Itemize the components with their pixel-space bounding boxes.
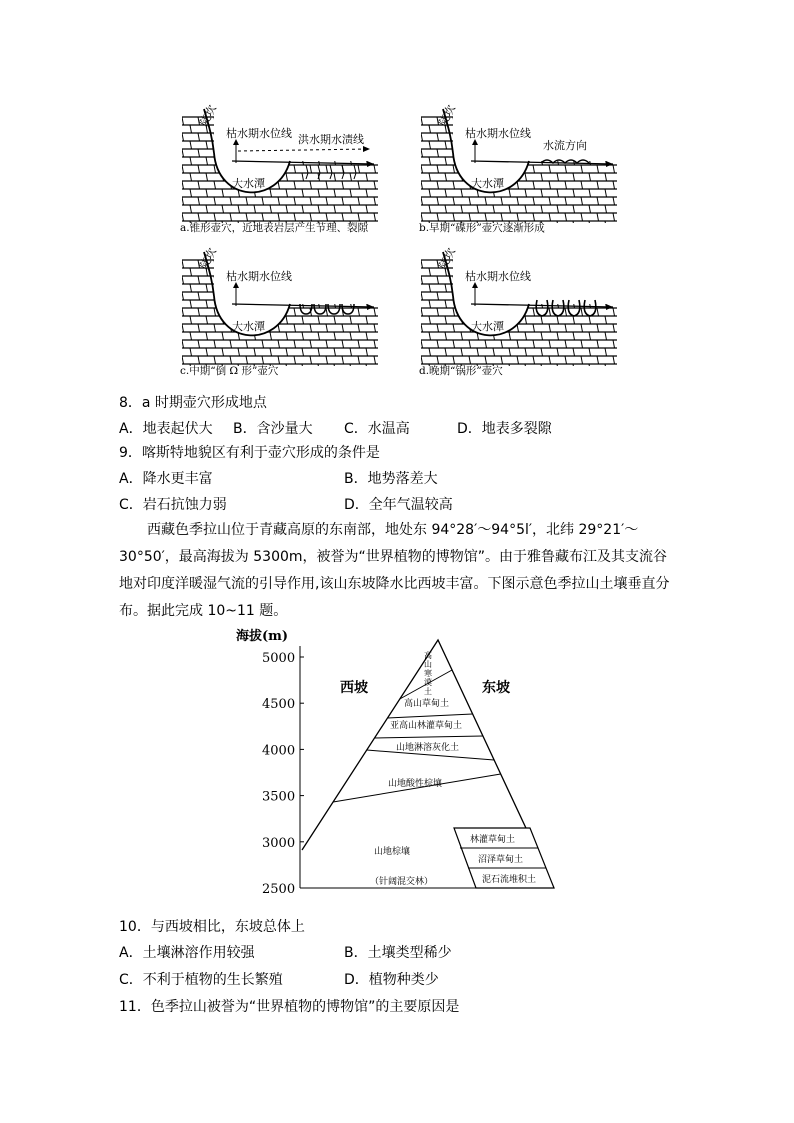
- panel-caption: c.中期“倒 Ω 形”壶穴: [180, 365, 279, 377]
- pothole-diagram-a: [178, 102, 398, 234]
- low-water-line-label: 枯水期水位线: [465, 270, 531, 283]
- pothole-diagram-b: [417, 102, 637, 234]
- q8-option-d: D．地表多裂隙: [457, 421, 552, 437]
- zone-label-subalpine-meadow: 亚高山林灌草甸土: [390, 721, 463, 731]
- omega-hole-mark: [342, 304, 354, 314]
- zone-label-alpine-desert-char: 寒: [424, 669, 432, 678]
- q10-option-c: C．不利于植物的生长繁殖: [119, 972, 283, 988]
- y-tick-label: 5000: [262, 651, 296, 666]
- west-slope-label: 西坡: [340, 680, 368, 696]
- zone-note-mixed-forest: （针阔混交林）: [370, 877, 434, 887]
- pothole-panel-b: [417, 102, 637, 234]
- zone-label-mountain-brown: 山地棕壤: [374, 847, 411, 857]
- pool-label: 大水潭: [471, 177, 504, 190]
- steep-bank-label: 陡坎: [436, 245, 458, 272]
- y-tick-label: 3500: [262, 789, 296, 805]
- water-arrow-icon: [367, 161, 374, 167]
- zone-label-acid-brown: 山地酸性棕壤: [388, 779, 443, 789]
- fissure-mark: [306, 165, 308, 179]
- q10-option-d: D．植物种类少: [344, 972, 439, 988]
- question-10-stem: 10．与西坡相比，东坡总体上: [119, 919, 305, 935]
- low-water-line-label: 枯水期水位线: [226, 270, 292, 283]
- steep-bank-label: 陡坎: [197, 245, 219, 272]
- pothole-diagram-c: [178, 245, 398, 377]
- y-axis-title: 海拔(m): [236, 629, 289, 644]
- q8-option-a: A．地表起伏大: [119, 421, 213, 437]
- pothole-panel-c: [178, 245, 398, 377]
- q10-option-b: B．土壤类型稀少: [344, 945, 452, 961]
- east-zone-label-forest-meadow: 林灌草甸土: [470, 835, 516, 845]
- steep-bank-label: 陡坎: [197, 102, 219, 129]
- low-water-line-label: 枯水期水位线: [465, 127, 531, 140]
- zone-label-alpine-desert-char: 山: [424, 660, 432, 669]
- q9-option-a: A．降水更丰富: [119, 471, 213, 487]
- east-zone-label-debris-flow: 泥石流堆积土: [482, 875, 537, 885]
- panel-caption: a.锥形壶穴，近地表岩层产生节理、裂隙: [180, 222, 369, 234]
- y-tick-label: 2500: [262, 882, 296, 897]
- q8-option-c: C．水温高: [344, 421, 410, 437]
- soil-distribution-diagram: [232, 626, 562, 898]
- zone-label-alpine-desert-char: 高: [424, 651, 432, 660]
- water-arrow-icon: [367, 304, 374, 310]
- pool-label: 大水潭: [232, 177, 265, 190]
- east-zone-label-swamp-meadow: 沼泽草甸土: [478, 855, 524, 865]
- zone-boundary: [387, 714, 472, 718]
- flood-arrow-icon: [363, 146, 370, 152]
- question-9-stem: 9．喀斯特地貌区有利于壶穴形成的条件是: [119, 445, 380, 461]
- q9-option-d: D．全年气温较高: [344, 497, 453, 513]
- q9-option-c: C．岩石抗蚀力弱: [119, 497, 227, 513]
- context-paragraph-text: 西藏色季拉山位于青藏高原的东南部，地处东 94°28′～94°5l′，北纬 29°21′～30°50′，最高海拔为 5300m，被誉为“世界植物的博物馆”。由于雅鲁藏布江及其支流谷地对印度洋暖湿气流的引导作用,该山东坡降水比西坡丰富。下图示意色季拉山土壤垂直分布。据此完成 10~11 题。: [119, 522, 670, 619]
- y-tick-label: 3000: [262, 835, 296, 851]
- question-11-stem: 11．色季拉山被誉为“世界植物的博物馆”的主要原因是: [119, 999, 460, 1015]
- panel-caption: b.早期“碟形”壶穴逐渐形成: [419, 222, 545, 234]
- flood-mark-line: [238, 149, 368, 151]
- context-paragraph: [119, 517, 679, 625]
- zone-label-alpine-meadow: 高山草甸土: [404, 699, 450, 709]
- pool-label: 大水潭: [232, 320, 265, 333]
- pothole-panel-a: [178, 102, 398, 234]
- q8-option-b: B．含沙量大: [233, 421, 313, 437]
- pool-label: 大水潭: [471, 320, 504, 333]
- q9-option-b: B．地势落差大: [344, 471, 438, 487]
- water-arrow-icon: [606, 161, 613, 167]
- water-arrow-icon: [606, 304, 613, 310]
- q10-option-a: A．土壤淋溶作用较强: [119, 945, 255, 961]
- zone-label-alpine-desert-char: 漠: [424, 678, 432, 687]
- zone-label-leached-gray: 山地淋溶灰化土: [396, 743, 460, 753]
- panel-caption: d.晚期“锅形”壶穴: [419, 365, 503, 377]
- question-8-stem: 8．a 时期壶穴形成地点: [119, 395, 267, 411]
- steep-bank-label: 陡坎: [436, 102, 458, 129]
- zone-label-alpine-desert-char: 土: [424, 687, 432, 696]
- low-water-line-label: 枯水期水位线: [226, 127, 292, 140]
- east-slope-label: 东坡: [482, 680, 510, 696]
- flood-mark-label: 洪水期水渍线: [298, 133, 364, 146]
- fissure-mark: [318, 165, 320, 179]
- pothole-diagram-d: [417, 245, 637, 377]
- flow-direction-label: 水流方向: [543, 139, 587, 152]
- fissure-mark: [330, 165, 332, 179]
- fissure-mark: [354, 165, 356, 179]
- pothole-panel-d: [417, 245, 637, 377]
- y-tick-label: 4000: [262, 743, 296, 759]
- zone-boundary: [375, 736, 483, 738]
- y-tick-label: 4500: [262, 697, 296, 713]
- soil-distribution-figure: [232, 626, 562, 898]
